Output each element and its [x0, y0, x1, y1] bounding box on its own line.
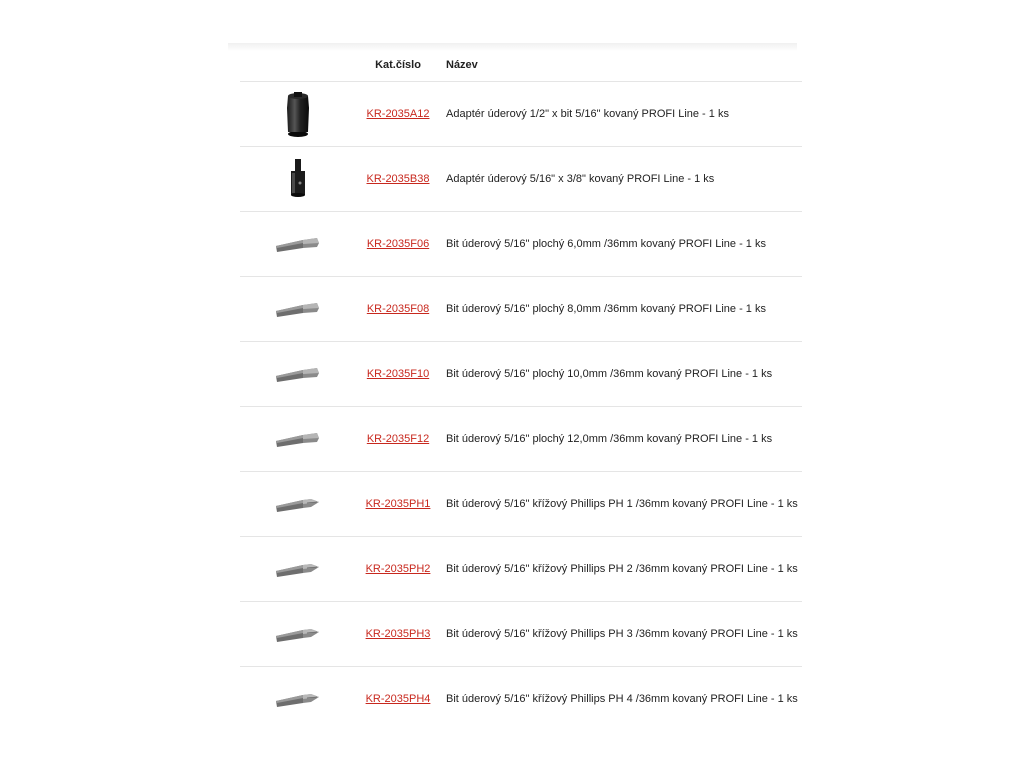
product-image-cell [240, 342, 355, 407]
table-row [240, 667, 802, 732]
table-header-row [240, 48, 802, 82]
table-row [240, 277, 802, 342]
product-image-cell [240, 537, 355, 602]
product-code-link[interactable]: KR-2035A12 [366, 108, 430, 120]
product-code-link[interactable]: KR-2035PH3 [365, 628, 431, 640]
product-name: Bit úderový 5/16" křížový Phillips PH 4 /36mm kovaný PROFI Line - 1 ks [446, 693, 798, 705]
phillips-bit-icon [273, 492, 323, 516]
product-name-cell [441, 147, 802, 212]
product-code-cell [355, 342, 441, 407]
flat-bit-icon [273, 297, 323, 321]
product-name-cell [441, 602, 802, 667]
table-row [240, 602, 802, 667]
product-thumbnail[interactable] [248, 281, 348, 337]
product-code-cell [355, 472, 441, 537]
product-name: Bit úderový 5/16" plochý 8,0mm /36mm kovaný PROFI Line - 1 ks [446, 303, 766, 315]
product-image-cell [240, 407, 355, 472]
product-code-cell [355, 667, 441, 732]
flat-bit-icon [273, 427, 323, 451]
product-thumbnail[interactable] [248, 151, 348, 207]
product-code-cell [355, 602, 441, 667]
table-row [240, 212, 802, 277]
product-code-link[interactable]: KR-2035PH1 [365, 498, 431, 510]
phillips-bit-icon [273, 557, 323, 581]
flat-bit-icon [273, 362, 323, 386]
product-name-cell [441, 212, 802, 277]
product-name: Adaptér úderový 1/2" x bit 5/16" kovaný PROFI Line - 1 ks [446, 108, 729, 120]
product-name: Bit úderový 5/16" plochý 6,0mm /36mm kovaný PROFI Line - 1 ks [446, 238, 766, 250]
product-code-cell [355, 82, 441, 147]
product-code-cell [355, 212, 441, 277]
table-row [240, 342, 802, 407]
header-code: Kat.číslo [355, 48, 441, 82]
product-code-cell [355, 537, 441, 602]
product-name-cell [441, 82, 802, 147]
table-row [240, 147, 802, 212]
product-code-link[interactable]: KR-2035PH4 [365, 693, 431, 705]
product-name-cell [441, 537, 802, 602]
product-name: Bit úderový 5/16" plochý 10,0mm /36mm kovaný PROFI Line - 1 ks [446, 368, 773, 380]
product-name-cell [441, 407, 802, 472]
flat-bit-icon [273, 232, 323, 256]
product-code-link[interactable]: KR-2035F10 [366, 368, 430, 380]
product-thumbnail[interactable] [248, 216, 348, 272]
product-thumbnail[interactable] [248, 411, 348, 467]
product-code-link[interactable]: KR-2035F08 [366, 303, 430, 315]
product-name: Bit úderový 5/16" křížový Phillips PH 2 /36mm kovaný PROFI Line - 1 ks [446, 563, 798, 575]
table-row [240, 537, 802, 602]
product-thumbnail[interactable] [248, 86, 348, 142]
product-thumbnail[interactable] [248, 671, 348, 727]
product-code-link[interactable]: KR-2035B38 [366, 173, 430, 185]
product-name: Bit úderový 5/16" plochý 12,0mm /36mm kovaný PROFI Line - 1 ks [446, 433, 773, 445]
product-image-cell [240, 277, 355, 342]
product-code-link[interactable]: KR-2035F06 [366, 238, 430, 250]
product-name-cell [441, 667, 802, 732]
header-image [240, 48, 355, 82]
socket-adapter-icon [278, 151, 318, 207]
product-thumbnail[interactable] [248, 541, 348, 597]
product-image-cell [240, 212, 355, 277]
product-name: Adaptér úderový 5/16" x 3/8" kovaný PROFI Line - 1 ks [446, 173, 715, 185]
product-image-cell [240, 147, 355, 212]
product-thumbnail[interactable] [248, 476, 348, 532]
table-row [240, 82, 802, 147]
impact-adapter-icon [268, 86, 328, 142]
product-name-cell [441, 472, 802, 537]
product-code-link[interactable]: KR-2035PH2 [365, 563, 431, 575]
phillips-bit-icon [273, 622, 323, 646]
product-image-cell [240, 82, 355, 147]
product-name: Bit úderový 5/16" křížový Phillips PH 1 /36mm kovaný PROFI Line - 1 ks [446, 498, 798, 510]
product-table [240, 48, 802, 731]
product-image-cell [240, 602, 355, 667]
table-body [240, 82, 802, 732]
product-thumbnail[interactable] [248, 346, 348, 402]
product-thumbnail[interactable] [248, 606, 348, 662]
product-image-cell [240, 667, 355, 732]
header-name: Název [441, 48, 802, 82]
table-row [240, 472, 802, 537]
product-name-cell [441, 277, 802, 342]
table-row [240, 407, 802, 472]
product-code-cell [355, 277, 441, 342]
product-code-cell [355, 147, 441, 212]
product-name: Bit úderový 5/16" křížový Phillips PH 3 /36mm kovaný PROFI Line - 1 ks [446, 628, 798, 640]
phillips-bit-icon [273, 687, 323, 711]
product-image-cell [240, 472, 355, 537]
product-name-cell [441, 342, 802, 407]
product-code-link[interactable]: KR-2035F12 [366, 433, 430, 445]
product-code-cell [355, 407, 441, 472]
